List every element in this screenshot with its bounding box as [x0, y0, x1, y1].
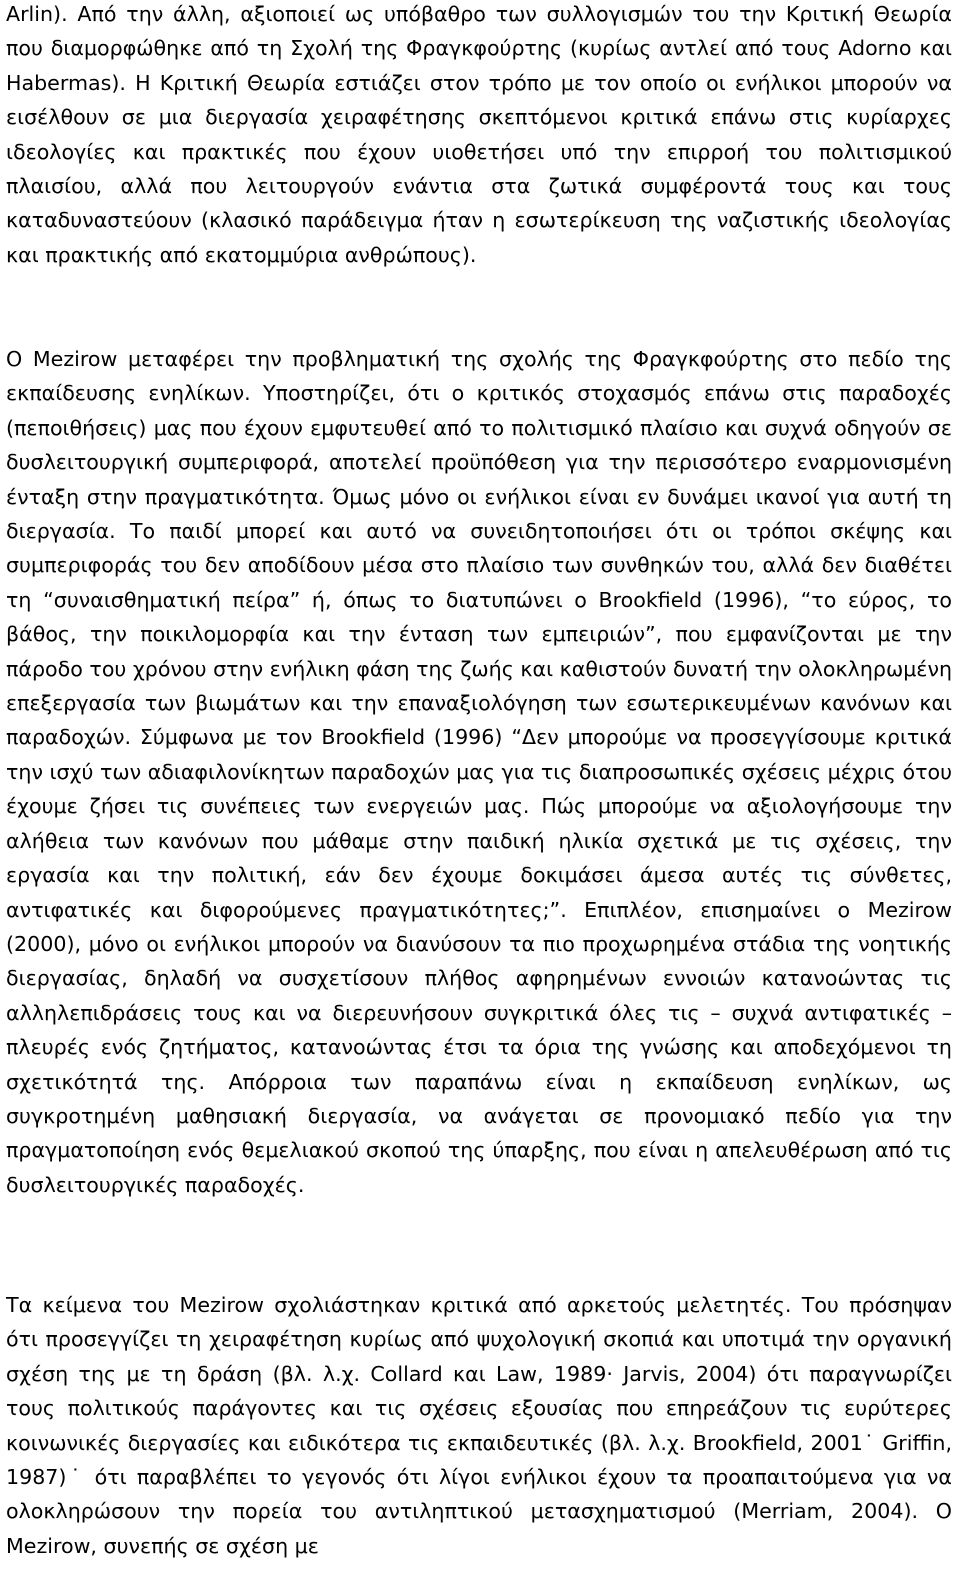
sentence: Του πρόσηψαν ότι προσεγγίζει τη χειραφέτηση κυρίως από ψυχολογική σκοπιά και υποτιμά την οργανική σχέση της με τη δράση (βλ. λ.χ. Collard και Law, 1989· Jarvis, 2004) ότι παραγνωρίζει τους πολιτικούς παράγοντες και τις σχέσεις εξουσίας που επηρεάζουν τις ευρύτερες κοινωνικές διεργασίες και ειδικότερα τις εκπαιδευτικές (βλ. λ.χ. Brookfield, 2001˙ Griffin, 1987)˙ ότι παραβλέπει το γεγονός ότι λίγοι ενήλικοι έχουν τα προαπαιτούμενα για να ολοκληρώσουν την πορεία του αντιληπτικού μετασχηματισμού (Merriam, 2004). Ο Mezirow, συνεπής σε σχέση με: [6, 1293, 952, 1558]
sentence: Επιπλέον, επισημαίνει ο Mezirow (2000), μόνο οι ενήλικοι μπορούν να διανύσουν τα πιο προχωρημένα στάδια της νοητικής διεργασίας, δηλαδή να συσχετίσουν πλήθος αφηρημένων εννοιών κατανοώντας τις αλληλεπιδράσεις τους και να διερευνήσουν συγκριτικά όλες τις – συχνά αντιφατικές – πλευρές ενός ζητήματος, κατανοώντας έτσι τα όρια της γνώσης και αποδεχόμενοι τη σχετικότητά της.: [6, 897, 952, 1094]
sentence: Πώς μπορούμε να αξιολογήσουμε την αλήθεια των κανόνων που μάθαμε στην παιδική ηλικία σχετικά με τις σχέσεις, την εργασία και την πολιτική, εάν δεν έχουμε δοκιμάσει άμεσα αυτές τις σύνθετες, αντιφατικές και διφορούμενες πραγματικότητες;”.: [6, 794, 952, 922]
paragraph-mezirow-adult-education: [6, 342, 952, 1202]
sentence: Arlin). Από την άλλη, αξιοποιεί ως υπόβαθρο των συλλογισμών του την Κριτική Θεωρία που διαμορφώθηκε από τη Σχολή της Φραγκφούρτης (κυρίως αντλεί από τους Adorno και Habermas).: [6, 2, 952, 95]
paragraph-critiques: [6, 1288, 952, 1563]
paragraph-critical-theory: [6, 0, 952, 272]
sentence: Σύμφωνα με τον Brookfield (1996) “Δεν μπορούμε να προσεγγίσουμε κριτικά την ισχύ των αδιαφιλονίκητων παραδοχών μας για τις διαπροσωπικές σχέσεις μέχρις ότου έχουμε ζήσει τις συνέπειες των ενεργειών μας.: [6, 725, 952, 819]
sentence: Το παιδί μπορεί και αυτό να συνειδητοποιήσει ότι οι τρόποι σκέψης και συμπεριφοράς του δεν αποδίδουν μέσα στο πλαίσιο των συνθηκών του, αλλά δεν διαθέτει τη “συναισθηματική πείρα” ή, όπως το διατυπώνει ο Brookfield (1996), “το εύρος, το βάθος, την ποικιλομορφία και την ένταση των εμπειριών”, που εμφανίζονται με την πάροδο του χρόνου στην ενήλικη φάση της ζωής και καθιστούν δυνατή την ολοκληρωμένη επεξεργασία των βιωμάτων και την επαναξιολόγηση των εσωτερικευμένων κανόνων και παραδοχών.: [6, 519, 953, 750]
sentence: Τα κείμενα του Mezirow σχολιάστηκαν κριτικά από αρκετούς μελετητές.: [6, 1293, 802, 1317]
sentence: Όμως μόνο οι ενήλικοι είναι εν δυνάμει ικανοί για αυτή τη διεργασία.: [6, 484, 952, 544]
sentence: Απόρροια των παραπάνω είναι η εκπαίδευση ενηλίκων, ως συγκροτημένη μαθησιακή διεργασία, να ανάγεται σε προνομιακό πεδίο για την πραγματοποίηση ενός θεμελιακού σκοπού της ύπαρξης, που είναι η απελευθέρωση από τις δυσλειτουργικές παραδοχές.: [6, 1069, 952, 1197]
sentence: Ο Mezirow μεταφέρει την προβληματική της σχολής της Φραγκφούρτης στο πεδίο της εκπαίδευσης ενηλίκων.: [6, 347, 952, 406]
sentence: Η Κριτική Θεωρία εστιάζει στον τρόπο με τον οποίο οι ενήλικοι μπορούν να εισέλθουν σε μια διεργασία χειραφέτησης σκεπτόμενοι κριτικά επάνω στις κυρίαρχες ιδεολογίες και πρακτικές που έχουν υιοθετήσει υπό την επιρροή του πολιτισμικού πλαισίου, αλλά που λειτουργούν ενάντια στα ζωτικά συμφέροντά τους και τους καταδυναστεύουν (κλασικό παράδειγμα ήταν η εσωτερίκευση της ναζιστικής ιδεολογίας και πρακτικής από εκατομμύρια ανθρώπους).: [6, 70, 952, 267]
sentence: Υποστηρίζει, ότι ο κριτικός στοχασμός επάνω στις παραδοχές (πεποιθήσεις) μας που έχουν εμφυτευθεί από το πολιτισμικό πλαίσιο και συχνά οδηγούν σε δυσλειτουργική συμπεριφορά, αποτελεί προϋπόθεση για την περισσότερο εναρμονισμένη ένταξη στην πραγματικότητα.: [6, 381, 952, 509]
